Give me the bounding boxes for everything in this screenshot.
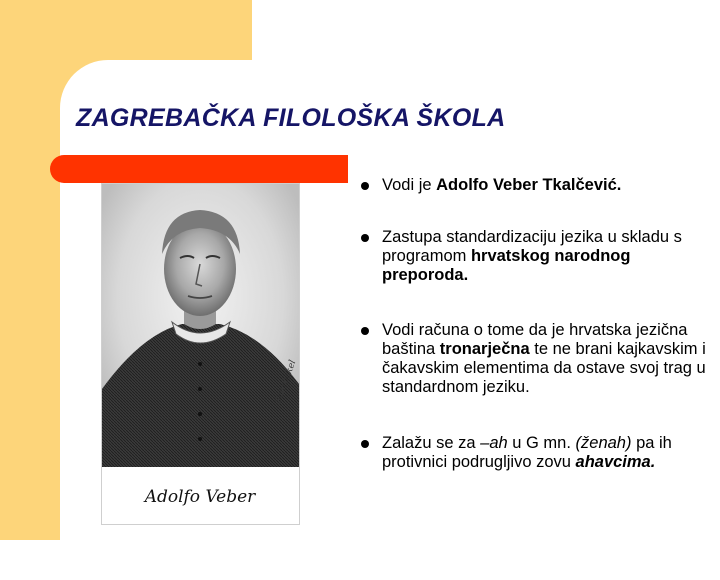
- portrait-signature: Adolfo Veber: [144, 487, 256, 507]
- bullet-item: Zalažu se za –ah u G mn. (ženah) pa ih protivnici podrugljivo zovu ahavcima.: [352, 434, 718, 472]
- portrait-image: [101, 183, 300, 525]
- bullet-dot-icon: [361, 440, 369, 448]
- bullet-dot-icon: [361, 182, 369, 190]
- bullet-item: Zastupa standardizaciju jezika u skladu s programom hrvatskog narodnog preporoda.: [352, 228, 718, 285]
- bullet-dot-icon: [361, 234, 369, 242]
- title-underline-bar: [50, 155, 348, 183]
- side-signature: Schröckel: [273, 358, 299, 406]
- bullet-dot-icon: [361, 327, 369, 335]
- bullet-list: [352, 176, 718, 472]
- bullet-item: Vodi računa o tome da je hrvatska jezična baština tronarječna te ne brani kajkavskim i čakavskim elementima da ostave svoj trag u standardnom jeziku.: [352, 321, 718, 397]
- slide-title: ZAGREBAČKA FILOLOŠKA ŠKOLA: [76, 104, 506, 132]
- bullet-item: Vodi je Adolfo Veber Tkalčević.: [352, 176, 718, 195]
